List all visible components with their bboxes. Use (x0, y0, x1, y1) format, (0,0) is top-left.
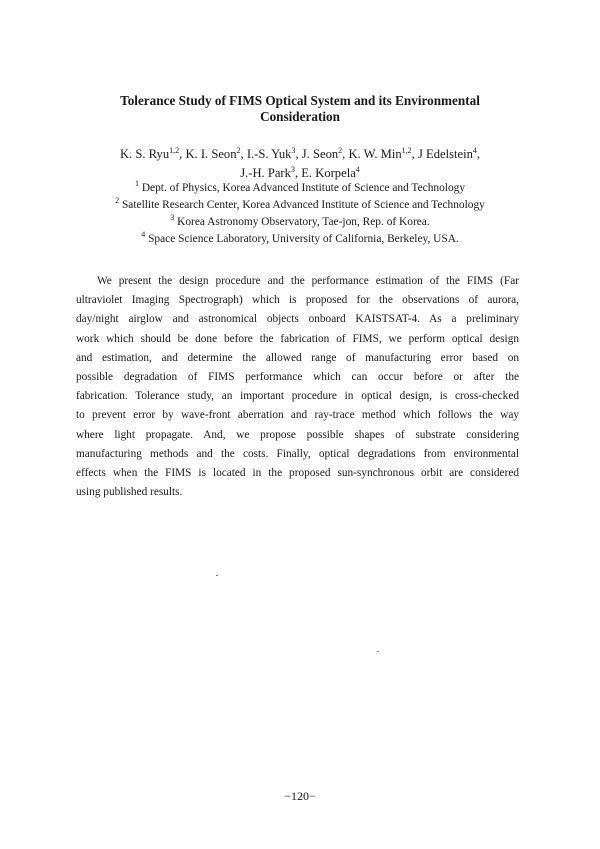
affiliation-2 (60, 197, 540, 214)
abstract-line: We present the design procedure and the performance estimation of the FIMS (Far (97, 275, 519, 287)
affiliation-text: Korea Astronomy Observatory, Tae-jon, Rep. of Korea. (177, 216, 430, 228)
affiliation-1 (60, 180, 540, 197)
author-line-2: J.-H. Park$^3$, E. Korpela$^4$ (240, 164, 360, 180)
scan-speck (216, 575, 218, 576)
abstract-line: where light propagate. And, we propose possible shapes of substrate considering (76, 428, 519, 441)
affiliation-number: 3 (170, 213, 175, 223)
abstract-line: work which should be done before the fabrication of FIMS, we perform optical design (76, 332, 519, 345)
author-name: I.-S. Yuk (246, 147, 292, 161)
abstract-line: possible degradation of FIMS performance which can occur before or after the (76, 371, 519, 384)
affiliation-text: Space Science Laboratory, University of California, Berkeley, USA. (148, 233, 459, 245)
affiliation-number: 4 (141, 230, 146, 240)
author-name: K. W. Min (348, 147, 402, 161)
author-list (60, 145, 540, 183)
author-affiliation-mark: 4 (472, 145, 477, 155)
scan-speck (377, 651, 379, 652)
paper-title (60, 93, 540, 125)
title-line-2: Consideration (260, 109, 340, 124)
affiliation-text: Dept. of Physics, Korea Advanced Institute of Science and Technology (141, 182, 466, 194)
affiliation-3 (60, 214, 540, 231)
affiliation-number: 2 (115, 196, 120, 206)
abstract-paragraph (76, 272, 519, 502)
author-affiliation-mark: 2 (236, 145, 241, 155)
affiliation-list (60, 180, 540, 248)
author-affiliation-mark: 4 (355, 164, 360, 174)
author-affiliation-mark: 1,2 (401, 145, 412, 155)
abstract-line: using published results. (76, 486, 183, 499)
abstract-line: ultraviolet Imaging Spectrograph) which is proposed for the observations of aurora, (76, 294, 519, 307)
abstract-line: effects when the FIMS is located in the proposed sun-synchronous orbit are considered (76, 467, 519, 480)
abstract-line: and estimation, and determine the allowed range of manufacturing error based on (76, 351, 519, 364)
author-name: J Edelstein (417, 147, 473, 161)
author-name: E. Korpela (301, 166, 356, 180)
abstract-line: day/night airglow and astronomical objects onboard KAISTSAT-4. As a preliminary (76, 313, 519, 326)
page-number: −120− (284, 789, 316, 803)
abstract-line: fabrication. Tolerance study, an important procedure in optical design, is cross-checked (76, 390, 519, 403)
author-name: J.-H. Park (240, 166, 291, 180)
affiliation-4 (60, 231, 540, 248)
abstract-line: to prevent error by wave-front aberration and ray-trace method which follows the way (76, 409, 519, 422)
title-line-1: Tolerance Study of FIMS Optical System and its Environmental (120, 93, 480, 108)
abstract-line: manufacturing methods and the costs. Finally, optical degradations from environmental (76, 447, 519, 460)
author-affiliation-mark: 1,2 (169, 145, 180, 155)
author-affiliation-mark: 2 (338, 145, 343, 155)
author-line-1: K. S. Ryu$^{1,2}$, K. I. Seon$^2$, I.-S. Yuk$^3$, J. Seon$^2$, K. W. Min$^{1,2}$, J Edelstein$^4$, (119, 145, 481, 161)
affiliation-text: Satellite Research Center, Korea Advanced Institute of Science and Technology (121, 199, 485, 211)
author-affiliation-mark: 3 (290, 164, 295, 174)
author-name: J. Seon (301, 147, 339, 161)
author-name: K. I. Seon (185, 147, 237, 161)
affiliation-number: 1 (134, 179, 139, 189)
author-name: K. S. Ryu (119, 147, 170, 161)
author-affiliation-mark: 3 (291, 145, 296, 155)
